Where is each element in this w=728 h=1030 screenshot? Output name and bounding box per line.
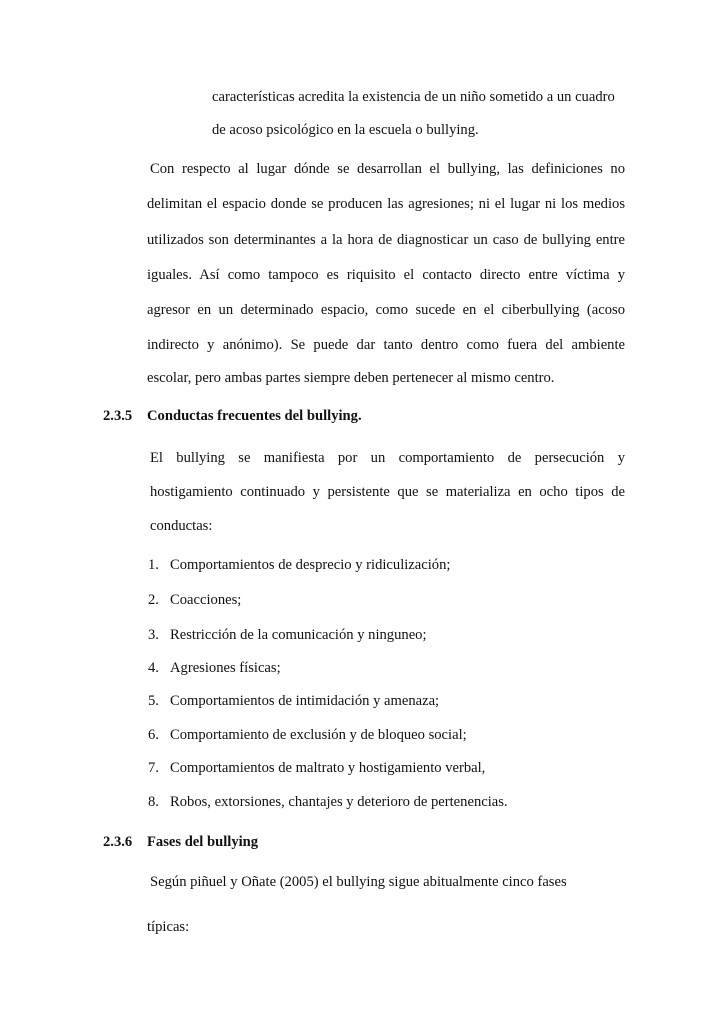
section-intro-line: Según piñuel y Oñate (2005) el bullying sigue abitualmente cinco fases: [150, 874, 567, 890]
section-number: 2.3.6: [103, 834, 133, 850]
list-item-number: 2.: [148, 592, 159, 608]
paragraph-line: indirecto y anónimo). Se puede dar tanto dentro como fuera del ambiente: [147, 337, 625, 353]
paragraph-line: escolar, pero ambas partes siempre deben pertenecer al mismo centro.: [147, 370, 555, 386]
list-item-number: 7.: [148, 760, 159, 776]
list-item: Robos, extorsiones, chantajes y deterioro de pertenencias.: [170, 794, 508, 810]
section-intro-line: hostigamiento continuado y persistente que se materializa en ocho tipos de: [150, 484, 625, 500]
list-item-number: 6.: [148, 727, 159, 743]
section-number: 2.3.5: [103, 408, 133, 424]
list-item-number: 1.: [148, 557, 159, 573]
section-title: Conductas frecuentes del bullying.: [147, 408, 362, 424]
paragraph-line: Con respecto al lugar dónde se desarrollan el bullying, las definiciones no: [150, 161, 625, 177]
list-item-number: 3.: [148, 627, 159, 643]
paragraph-line: utilizados son determinantes a la hora de diagnosticar un caso de bullying entre: [147, 232, 625, 248]
list-item: Restricción de la comunicación y ninguneo;: [170, 627, 427, 643]
list-item: Comportamiento de exclusión y de bloqueo social;: [170, 727, 467, 743]
section-intro-line: El bullying se manifiesta por un comportamiento de persecución y: [150, 450, 625, 466]
list-item: Comportamientos de intimidación y amenaza;: [170, 693, 440, 709]
paragraph-line: delimitan el espacio donde se producen las agresiones; ni el lugar ni los medios: [147, 196, 625, 212]
list-item-number: 4.: [148, 660, 159, 676]
list-item-number: 5.: [148, 693, 159, 709]
paragraph-line: iguales. Así como tampoco es riquisito el contacto directo entre víctima y: [147, 267, 625, 283]
section-intro-line: conductas:: [150, 518, 213, 534]
list-item: Agresiones físicas;: [170, 660, 281, 676]
list-item: Comportamientos de desprecio y ridiculización;: [170, 557, 451, 573]
continuation-line-1: características acredita la existencia de un niño sometido a un cuadro: [212, 89, 615, 105]
continuation-line-2: de acoso psicológico en la escuela o bullying.: [212, 122, 479, 138]
section-title: Fases del bullying: [147, 834, 259, 850]
list-item-number: 8.: [148, 794, 159, 810]
list-item: Coacciones;: [170, 592, 242, 608]
list-item: Comportamientos de maltrato y hostigamiento verbal,: [170, 760, 486, 776]
section-intro-line: típicas:: [147, 919, 190, 935]
paragraph-line: agresor en un determinado espacio, como sucede en el ciberbullying (acoso: [147, 302, 625, 318]
